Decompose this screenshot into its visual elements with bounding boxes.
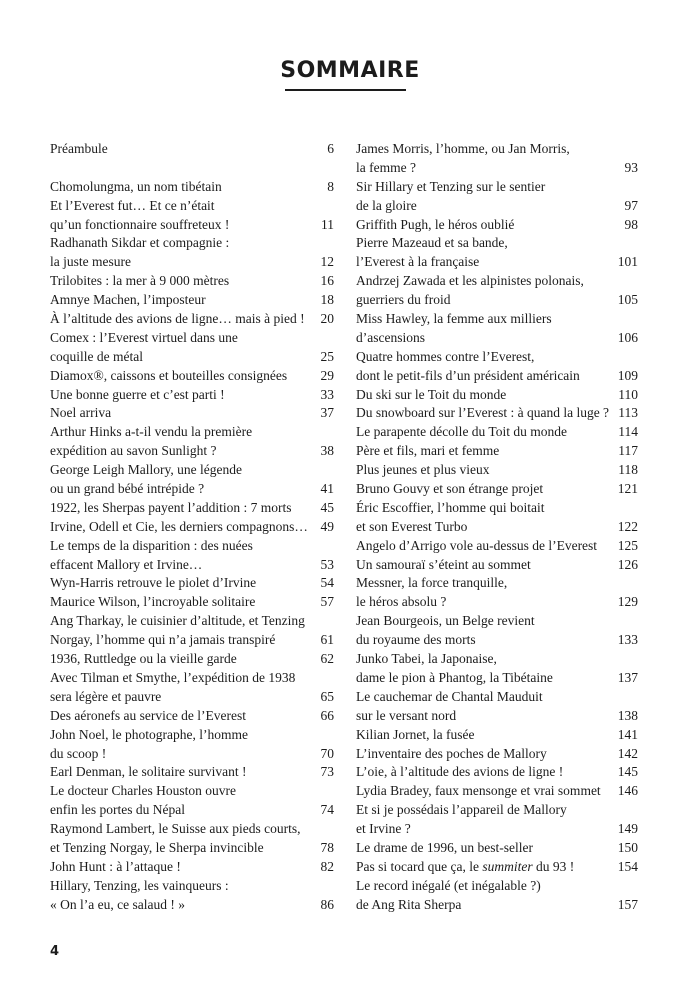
toc-entry [356, 593, 638, 612]
toc-entry [356, 518, 638, 537]
toc-entry [356, 272, 638, 291]
toc-entry-page: 157 [617, 896, 638, 912]
toc-entry-title: Et si je possédais l’appareil de Mallory [356, 802, 567, 818]
toc-entry-title: de la gloire [356, 197, 417, 213]
toc-entry-page: 18 [320, 292, 334, 308]
toc-entry-page [328, 423, 334, 442]
toc-entry [356, 801, 638, 820]
toc-entry-title: ou un grand bébé intrépide ? [50, 481, 205, 497]
toc-entry-title: Diamox®, caissons et bouteilles consignées [50, 367, 288, 383]
toc-entry [356, 216, 638, 235]
toc-entry-page: 93 [624, 159, 638, 175]
toc-entry-title: du royaume des morts [356, 632, 476, 648]
toc-entry-page [328, 612, 334, 631]
toc-entry-title: Maurice Wilson, l’incroyable solitaire [50, 594, 256, 610]
toc-entry-title: 1936, Ruttledge ou la vieille garde [50, 651, 237, 667]
toc-entry [50, 140, 334, 159]
toc-entry [50, 763, 334, 782]
toc-entry-title: Le cauchemar de Chantal Mauduit [356, 688, 543, 704]
toc-entry-page: 70 [320, 745, 334, 761]
toc-entry [356, 669, 638, 688]
toc-entry [50, 178, 334, 197]
toc-entry [50, 442, 334, 461]
toc-entry-page [632, 140, 638, 159]
toc-entry [50, 272, 334, 291]
toc-entry-title: Andrzej Zawada et les alpinistes polonais, [356, 273, 584, 289]
toc-entry-title: Irvine, Odell et Cie, les derniers compagnons… [50, 518, 308, 534]
toc-entry [356, 140, 638, 159]
toc-entry-title: Le drame de 1996, un best-seller [356, 839, 533, 855]
toc-entry-title: John Hunt : à l’attaque ! [50, 858, 181, 874]
toc-entry-page: 20 [320, 311, 334, 327]
toc-entry [50, 216, 334, 235]
toc-entry [356, 745, 638, 764]
toc-entry [356, 782, 638, 801]
toc-entry [50, 574, 334, 593]
toc-entry-page: 110 [618, 386, 638, 402]
toc-entry [356, 556, 638, 575]
toc-entry-title: Norgay, l’homme qui n’a jamais transpiré [50, 632, 276, 648]
toc-entry-page [328, 877, 334, 896]
toc-entry-page: 62 [320, 651, 334, 667]
toc-entry-page: 97 [624, 197, 638, 213]
toc-entry [50, 253, 334, 272]
toc-entry-page: 74 [320, 802, 334, 818]
toc-entry [50, 669, 334, 688]
toc-entry [356, 499, 638, 518]
toc-entry-page: 11 [321, 216, 334, 232]
toc-entry-title: À l’altitude des avions de ligne… mais à pied ! [50, 311, 305, 327]
toc-entry [50, 234, 334, 253]
toc-entry-title: Noel arriva [50, 405, 112, 421]
toc-entry-title: Lydia Bradey, faux mensonge et vrai sommet [356, 783, 601, 799]
toc-entry [356, 839, 638, 858]
toc-entry-title: Earl Denman, le solitaire survivant ! [50, 764, 247, 780]
toc-entry-title: Le docteur Charles Houston ouvre [50, 783, 236, 799]
toc-entry-title: Trilobites : la mer à 9 000 mètres [50, 273, 230, 289]
toc-entry-title: Avec Tilman et Smythe, l’expédition de 1938 [50, 669, 296, 685]
toc-entry-page [632, 877, 638, 896]
toc-entry-page: 37 [320, 405, 334, 421]
toc-entry [356, 442, 638, 461]
toc-entry-page: 149 [617, 821, 638, 837]
toc-entry-page: 114 [618, 424, 638, 440]
toc-entry-page: 150 [617, 839, 638, 855]
toc-entry [356, 234, 638, 253]
toc-entry-title: Arthur Hinks a-t-il vendu la première [50, 424, 253, 440]
toc-entry [50, 688, 334, 707]
toc-entry-page [632, 499, 638, 518]
page-number: 4 [50, 944, 60, 959]
toc-entry-page: 16 [320, 273, 334, 289]
toc-entry [50, 348, 334, 367]
page-title: SOMMAIRE [280, 58, 420, 83]
toc-entry-page: 122 [617, 518, 638, 534]
toc-entry-page: 29 [320, 367, 334, 383]
toc-entry [50, 480, 334, 499]
toc-entry-title: la femme ? [356, 159, 416, 175]
toc-entry-title: Plus jeunes et plus vieux [356, 462, 490, 478]
toc-entry-title: Radhanath Sikdar et compagnie : [50, 235, 230, 251]
toc-entry-title: d’ascensions [356, 329, 425, 345]
toc-entry-title: qu’un fonctionnaire souffreteux ! [50, 216, 230, 232]
toc-entry-title: du scoop ! [50, 745, 107, 761]
toc-entry-title: Junko Tabei, la Japonaise, [356, 651, 497, 667]
toc-entry-title: enfin les portes du Népal [50, 802, 185, 818]
toc-entry-page [632, 801, 638, 820]
toc-entry-page [328, 726, 334, 745]
toc-entry-title: Du ski sur le Toit du monde [356, 386, 507, 402]
toc-entry [50, 556, 334, 575]
toc-entry-title: Éric Escoffier, l’homme qui boitait [356, 499, 545, 515]
toc-entry [356, 461, 638, 480]
toc-entry [356, 404, 638, 423]
toc-entry [356, 650, 638, 669]
toc-entry-title: sera légère et pauvre [50, 688, 162, 704]
toc-entry-page: 65 [320, 688, 334, 704]
toc-entry-page: 8 [327, 178, 334, 194]
toc-entry-title: et Tenzing Norgay, le Sherpa invincible [50, 839, 264, 855]
toc-entry-title: Chomolungma, un nom tibétain [50, 178, 222, 194]
toc-entry-title: Angelo d’Arrigo vole au-dessus de l’Everest [356, 537, 598, 553]
toc-entry-title: Griffith Pugh, le héros oublié [356, 216, 515, 232]
toc-entry [50, 310, 334, 329]
toc-entry-title: James Morris, l’homme, ou Jan Morris, [356, 141, 570, 156]
toc-entry-title: Pas si tocard que ça, le summiter du 93 ! [356, 858, 575, 874]
toc-entry-page [328, 461, 334, 480]
toc-entry [50, 159, 334, 178]
toc-entry-page: 82 [320, 858, 334, 874]
toc-entry-title: Miss Hawley, la femme aux milliers [356, 311, 552, 327]
toc-entry [356, 178, 638, 197]
toc-entry-title: Préambule [50, 141, 108, 156]
toc-entry-title: coquille de métal [50, 348, 143, 364]
toc-entry-title: et son Everest Turbo [356, 518, 468, 534]
toc-entry-page: 54 [320, 575, 334, 591]
title-underline [285, 89, 406, 91]
toc-entry-page [632, 574, 638, 593]
toc-entry [356, 688, 638, 707]
toc-entry-title: Hillary, Tenzing, les vainqueurs : [50, 877, 229, 893]
toc-entry-page: 142 [617, 745, 638, 761]
toc-entry-title: Pierre Mazeaud et sa bande, [356, 235, 508, 251]
toc-entry-title: la juste mesure [50, 254, 131, 270]
toc-entry-title: guerriers du froid [356, 292, 451, 308]
toc-entry-page: 73 [320, 764, 334, 780]
toc-entry-page: 145 [617, 764, 638, 780]
toc-entry-page: 113 [618, 405, 638, 421]
toc-entry-title: Messner, la force tranquille, [356, 575, 508, 591]
toc-entry [356, 310, 638, 329]
toc-entry [50, 518, 334, 537]
toc-entry-page: 109 [617, 367, 638, 383]
toc-entry-page: 38 [320, 443, 334, 459]
toc-entry [356, 896, 638, 915]
toc-entry-title: L’inventaire des poches de Mallory [356, 745, 547, 761]
toc-entry [356, 631, 638, 650]
toc-entry [356, 763, 638, 782]
toc-entry-title: Du snowboard sur l’Everest : à quand la luge ? [356, 405, 610, 421]
toc-entry-page [328, 329, 334, 348]
toc-entry-page: 86 [320, 896, 334, 912]
toc-entry [50, 367, 334, 386]
toc-entry [50, 858, 334, 877]
toc-entry-page: 61 [320, 632, 334, 648]
toc-entry-page: 57 [320, 594, 334, 610]
toc-entry [50, 537, 334, 556]
toc-entry [356, 386, 638, 405]
toc-entry-page [632, 234, 638, 253]
toc-entry-page: 125 [617, 537, 638, 553]
toc-entry [50, 461, 334, 480]
toc-entry-title: le héros absolu ? [356, 594, 447, 610]
toc-entry-title: dame le pion à Phantog, la Tibétaine [356, 669, 553, 685]
toc-entry-page [632, 688, 638, 707]
toc-entry-page: 118 [618, 462, 638, 478]
toc-entry-page [632, 612, 638, 631]
toc-entry-title: Quatre hommes contre l’Everest, [356, 348, 535, 364]
toc-entry-page: 137 [617, 669, 638, 685]
toc-entry-page: 78 [320, 839, 334, 855]
toc-entry-title: expédition au savon Sunlight ? [50, 443, 217, 459]
toc-entry-page [632, 310, 638, 329]
toc-entry [356, 291, 638, 310]
toc-entry-title: Le temps de la disparition : des nuées [50, 537, 253, 553]
toc-entry-page: 53 [320, 556, 334, 572]
toc-entry [356, 197, 638, 216]
toc-entry-title: Wyn-Harris retrouve le piolet d’Irvine [50, 575, 257, 591]
toc-entry-title: Bruno Gouvy et son étrange projet [356, 481, 544, 497]
toc-entry-page: 141 [617, 726, 638, 742]
toc-entry [50, 631, 334, 650]
toc-entry-page: 98 [624, 216, 638, 232]
toc-entry-page: 117 [618, 443, 638, 459]
toc-left-column [50, 140, 334, 915]
toc-entry-page: 66 [320, 707, 334, 723]
toc-entry-page: 45 [320, 499, 334, 515]
toc-entry [50, 820, 334, 839]
toc-entry-title: Sir Hillary et Tenzing sur le sentier [356, 178, 546, 194]
toc-entry-page: 146 [617, 783, 638, 799]
toc-entry-page: 154 [617, 858, 638, 874]
toc-entry-title: Amnye Machen, l’imposteur [50, 292, 206, 308]
toc-entry-page: 33 [320, 386, 334, 402]
toc-entry-title: L’oie, à l’altitude des avions de ligne ! [356, 764, 564, 780]
toc-entry [356, 423, 638, 442]
toc-entry [50, 726, 334, 745]
toc-entry [356, 707, 638, 726]
toc-entry-title: Des aéronefs au service de l’Everest [50, 707, 247, 723]
toc-entry-page [328, 197, 334, 216]
toc-entry [356, 253, 638, 272]
toc-entry [356, 574, 638, 593]
toc-entry [356, 480, 638, 499]
toc-entry [50, 404, 334, 423]
toc-entry-page: 25 [320, 348, 334, 364]
toc-entry [356, 537, 638, 556]
toc-entry-page [328, 669, 334, 688]
toc-entry-page [632, 272, 638, 291]
toc-right-column [356, 140, 638, 915]
toc-entry [356, 367, 638, 386]
toc-entry-page: 121 [617, 481, 638, 497]
toc-entry-title: de Ang Rita Sherpa [356, 896, 462, 912]
toc-entry [356, 329, 638, 348]
toc-entry [50, 650, 334, 669]
toc-entry [50, 386, 334, 405]
toc-entry-page: 126 [617, 556, 638, 572]
toc-entry-title: Kilian Jornet, la fusée [356, 726, 475, 742]
toc-entry-title: John Noel, le photographe, l’homme [50, 726, 248, 742]
toc-entry [356, 858, 638, 877]
toc-entry [50, 612, 334, 631]
toc-entry [50, 707, 334, 726]
toc-entry-title: Un samouraï s’éteint au sommet [356, 556, 531, 572]
toc-entry [50, 593, 334, 612]
toc-entry-title: Père et fils, mari et femme [356, 443, 500, 459]
toc-entry-page: 6 [327, 141, 334, 156]
toc-entry-title: Une bonne guerre et c’est parti ! [50, 386, 225, 402]
toc-entry [50, 896, 334, 915]
toc-entry [356, 612, 638, 631]
toc-entry-title: sur le versant nord [356, 707, 457, 723]
toc-entry-page [328, 820, 334, 839]
toc-entry [356, 820, 638, 839]
toc-entry-title: Le parapente décolle du Toit du monde [356, 424, 567, 440]
toc-entry-page: 133 [617, 632, 638, 648]
toc-entry-page [632, 650, 638, 669]
toc-entry [50, 839, 334, 858]
toc-entry [50, 877, 334, 896]
toc-entry [50, 291, 334, 310]
toc-entry-page [328, 159, 334, 178]
toc-entry-title: et Irvine ? [356, 821, 411, 837]
toc-entry [356, 726, 638, 745]
toc-entry [356, 877, 638, 896]
toc-entry [50, 499, 334, 518]
toc-entry-title: Raymond Lambert, le Suisse aux pieds courts, [50, 821, 301, 837]
toc-entry-page: 12 [320, 254, 334, 270]
toc-entry-title: Comex : l’Everest virtuel dans une [50, 329, 238, 345]
toc-entry-title: Le record inégalé (et inégalable ?) [356, 877, 541, 893]
toc-entry-title: Ang Tharkay, le cuisinier d’altitude, et Tenzing [50, 613, 305, 629]
toc-entry [356, 159, 638, 178]
toc-entry [50, 801, 334, 820]
toc-entry [50, 423, 334, 442]
toc-entry-page: 105 [617, 292, 638, 308]
toc-entry-page [328, 782, 334, 801]
toc-entry [50, 782, 334, 801]
toc-entry-title: 1922, les Sherpas payent l’addition : 7 morts [50, 499, 292, 515]
toc-entry-page: 129 [617, 594, 638, 610]
toc-entry-title: l’Everest à la française [356, 254, 480, 270]
toc-entry [50, 329, 334, 348]
toc-entry-title: Et l’Everest fut… Et ce n’était [50, 197, 215, 213]
toc-entry [50, 197, 334, 216]
toc-entry-title: Jean Bourgeois, un Belge revient [356, 613, 535, 629]
toc-entry-page: 41 [320, 481, 334, 497]
toc-entry [356, 348, 638, 367]
toc-entry-title: dont le petit-fils d’un président américain [356, 367, 580, 383]
toc-entry-page [632, 178, 638, 197]
toc-entry-page: 106 [617, 329, 638, 345]
toc-entry-page [328, 234, 334, 253]
toc-entry-title: George Leigh Mallory, une légende [50, 462, 242, 478]
toc-entry-page [632, 348, 638, 367]
toc-entry-title: effacent Mallory et Irvine… [50, 556, 203, 572]
toc-entry-page: 101 [617, 254, 638, 270]
toc-entry [50, 745, 334, 764]
toc-entry-page: 138 [617, 707, 638, 723]
toc-entry-page: 49 [320, 518, 334, 534]
toc-entry-page [328, 537, 334, 556]
toc-entry-title: « On l’a eu, ce salaud ! » [50, 896, 185, 912]
